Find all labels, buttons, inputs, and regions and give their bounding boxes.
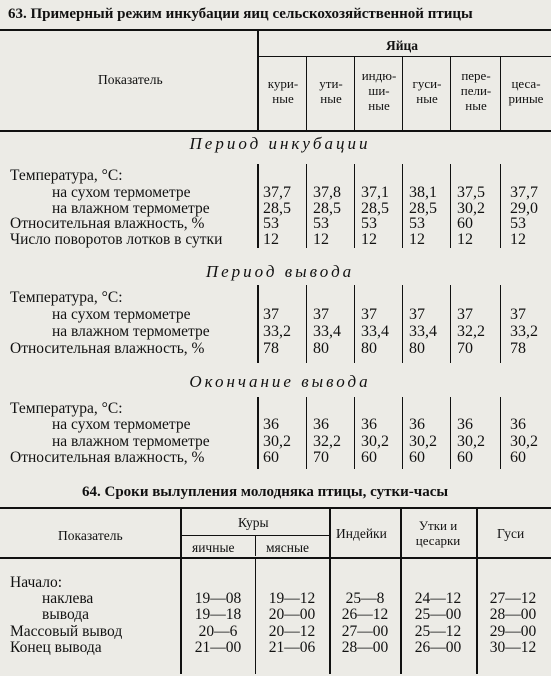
table-63-title: 63. Примерный режим инкубации яиц сельскохозяйственной птицы <box>8 6 473 22</box>
table-64-header-geese: Гуси <box>497 526 525 541</box>
table-63-value-cell: 38,1 <box>409 184 437 201</box>
table-64-header-meat-type: мясные <box>266 540 310 555</box>
table-63-value-cell: 37,1 <box>361 184 389 201</box>
table-64-value-cell: 19—18 <box>194 606 242 623</box>
col-sep <box>354 397 355 469</box>
table-63-value-cell: 33,4 <box>313 323 341 340</box>
table-63-value-cell: 53 <box>361 215 377 232</box>
col-sep <box>354 285 355 363</box>
table-63-value-cell: 37 <box>457 306 473 323</box>
table-63-col-header-quail: пере- пели- ные <box>460 68 492 113</box>
table-63-value-cell: 33,2 <box>510 323 538 340</box>
table-64-value-cell: 28—00 <box>341 639 389 656</box>
table-64-value-cell: 27—00 <box>341 623 389 640</box>
col-sep <box>402 57 403 130</box>
table-63-value-cell: 60 <box>263 449 279 466</box>
table-63-value-cell: 30,2 <box>361 433 389 450</box>
table-64-value-cell: 26—12 <box>341 606 389 623</box>
table-63-value-cell: 53 <box>313 215 329 232</box>
table-63-value-cell: 30,2 <box>510 433 538 450</box>
table-63-value-cell: 37 <box>361 306 377 323</box>
table-63-value-cell: 28,5 <box>361 200 389 217</box>
table-64-value-cell: 21—00 <box>194 639 242 656</box>
table-64-value-cell: 19—08 <box>194 590 242 607</box>
table-63-value-cell: 29,0 <box>510 200 538 217</box>
row-label: Относительная влажность, % <box>10 340 205 357</box>
table-63-value-cell: 28,5 <box>313 200 341 217</box>
table-64-header-chickens: Куры <box>238 515 269 530</box>
row-label: наклева <box>42 590 94 607</box>
table-63-header-indicator: Показатель <box>98 72 163 87</box>
table-63-value-cell: 12 <box>361 231 377 248</box>
table-63-value-cell: 60 <box>361 449 377 466</box>
table-63-value-cell: 60 <box>457 215 473 232</box>
row-label: Температура, °С: <box>10 289 123 306</box>
table-63-value-cell: 80 <box>409 340 425 357</box>
table-63-col-header-turkey: индю- ши- ные <box>361 68 397 113</box>
body-divider <box>257 164 259 248</box>
row-label: Относительная влажность, % <box>10 215 205 232</box>
table-63-value-cell: 37 <box>313 306 329 323</box>
table-63-value-cell: 36 <box>361 416 377 433</box>
table-63-value-cell: 53 <box>510 215 526 232</box>
table-64-value-cell: 29—00 <box>489 623 537 640</box>
row-label: Температура, °С: <box>10 167 123 184</box>
table-63-value-cell: 12 <box>263 231 279 248</box>
row-label: на сухом термометре <box>52 416 191 433</box>
col-sep <box>306 164 307 248</box>
table-63-value-cell: 37,5 <box>457 184 485 201</box>
table-63-value-cell: 37,7 <box>263 184 291 201</box>
row-label: Начало: <box>10 574 63 591</box>
row-label: Конец вывода <box>10 639 102 656</box>
table-63-value-cell: 53 <box>263 215 279 232</box>
table-63-col-header-chicken: кури- ные <box>267 76 299 106</box>
table-63-value-cell: 33,4 <box>409 323 437 340</box>
row-label: на сухом термометре <box>52 184 191 201</box>
table-64-value-cell: 20—12 <box>268 623 316 640</box>
col-sep <box>500 285 501 363</box>
table-64-header-ducks: Утки и цесарки <box>415 518 461 548</box>
table-64-value-cell: 30—12 <box>489 639 537 656</box>
col-sep <box>402 285 403 363</box>
table-64-value-cell: 20—00 <box>268 606 316 623</box>
section-title-end-hatch: Окончание вывода <box>189 372 371 391</box>
table-63-value-cell: 36 <box>313 416 329 433</box>
table-63-value-cell: 30,2 <box>263 433 291 450</box>
row-label: Температура, °С: <box>10 400 123 417</box>
col-sep <box>402 397 403 469</box>
table-64-value-cell: 20—6 <box>198 623 238 640</box>
table-63-value-cell: 80 <box>361 340 377 357</box>
table-63-value-cell: 60 <box>510 449 526 466</box>
table-63-value-cell: 30,2 <box>457 200 485 217</box>
table-63-value-cell: 12 <box>409 231 425 248</box>
table-63-value-cell: 33,2 <box>263 323 291 340</box>
table-63-col-header-duck: ути- ные <box>319 76 343 106</box>
row-label: Относительная влажность, % <box>10 449 205 466</box>
table-63-value-cell: 70 <box>457 340 473 357</box>
row-label: Число поворотов лотков в сутки <box>10 231 223 248</box>
table-63-value-cell: 12 <box>510 231 526 248</box>
table-63-value-cell: 12 <box>457 231 473 248</box>
row-label: Массовый вывод <box>10 623 123 640</box>
col-sep <box>450 285 451 363</box>
table-63-value-cell: 78 <box>263 340 279 357</box>
table-63-header-eggs: Яйца <box>386 38 419 53</box>
row-label: на сухом термометре <box>52 306 191 323</box>
table-63-value-cell: 37,7 <box>510 184 538 201</box>
body-divider <box>257 397 259 469</box>
table-63-value-cell: 60 <box>457 449 473 466</box>
body-divider <box>257 285 259 363</box>
col-sep <box>255 558 256 674</box>
col-sep <box>500 57 501 130</box>
col-sep <box>450 57 451 130</box>
table-64-header-egg-type: яичные <box>192 540 235 555</box>
table-63-value-cell: 36 <box>510 416 526 433</box>
table-63-value-cell: 80 <box>313 340 329 357</box>
row-label: на влажном термометре <box>52 200 210 217</box>
col-sep <box>354 164 355 248</box>
col-sep <box>306 57 307 130</box>
table-63-value-cell: 37 <box>409 306 425 323</box>
row-label: на влажном термометре <box>52 323 210 340</box>
table-64-header-indicator: Показатель <box>58 528 123 543</box>
table-63-value-cell: 30,2 <box>409 433 437 450</box>
section-title-incubation: Период инкубации <box>189 134 371 153</box>
col-sep <box>306 397 307 469</box>
table-63-value-cell: 60 <box>409 449 425 466</box>
table-64-value-cell: 21—06 <box>268 639 316 656</box>
table-63-value-cell: 70 <box>313 449 329 466</box>
table-63-value-cell: 78 <box>510 340 526 357</box>
table-63-value-cell: 28,5 <box>409 200 437 217</box>
table-64-value-cell: 25—12 <box>414 623 462 640</box>
table-64-value-cell: 25—8 <box>345 590 385 607</box>
row-label: на влажном термометре <box>52 433 210 450</box>
col-sep <box>402 164 403 248</box>
table-63-top-rule <box>0 29 551 31</box>
table-63-value-cell: 12 <box>313 231 329 248</box>
table-64-value-cell: 19—12 <box>268 590 316 607</box>
col-sep <box>354 57 355 130</box>
col-sep <box>255 536 256 556</box>
table-63-value-cell: 30,2 <box>457 433 485 450</box>
table-64-top-rule <box>0 507 551 509</box>
table-63-value-cell: 53 <box>409 215 425 232</box>
table-64-value-cell: 26—00 <box>414 639 462 656</box>
row-label: вывода <box>42 606 90 623</box>
table-64-value-cell: 25—00 <box>414 606 462 623</box>
table-63-value-cell: 32,2 <box>313 433 341 450</box>
table-63-eggs-rule <box>258 56 551 57</box>
table-63-value-cell: 37 <box>510 306 526 323</box>
table-63-col-header-guineafowl: цеса- риные <box>508 76 544 106</box>
table-63-header-rule <box>0 130 551 132</box>
table-63-value-cell: 36 <box>457 416 473 433</box>
table-64-value-cell: 24—12 <box>414 590 462 607</box>
table-63-value-cell: 36 <box>409 416 425 433</box>
table-64-title: 64. Сроки вылупления молодняка птицы, сутки-часы <box>82 484 449 500</box>
table-63-value-cell: 37,8 <box>313 184 341 201</box>
table-64-value-cell: 28—00 <box>489 606 537 623</box>
col-sep <box>450 397 451 469</box>
table-63-value-cell: 33,4 <box>361 323 389 340</box>
table-63-col-header-goose: гуси- ные <box>412 76 442 106</box>
table-64-header-rule <box>0 557 551 559</box>
table-63-value-cell: 36 <box>263 416 279 433</box>
section-title-hatch: Период вывода <box>205 262 355 281</box>
table-63-value-cell: 32,2 <box>457 323 485 340</box>
col-sep <box>450 164 451 248</box>
table-64-header-turkeys: Индейки <box>336 526 387 541</box>
col-sep <box>500 397 501 469</box>
col-sep <box>306 285 307 363</box>
col-sep <box>500 164 501 248</box>
table-63-value-cell: 28,5 <box>263 200 291 217</box>
table-63-value-cell: 37 <box>263 306 279 323</box>
table-64-value-cell: 27—12 <box>489 590 537 607</box>
